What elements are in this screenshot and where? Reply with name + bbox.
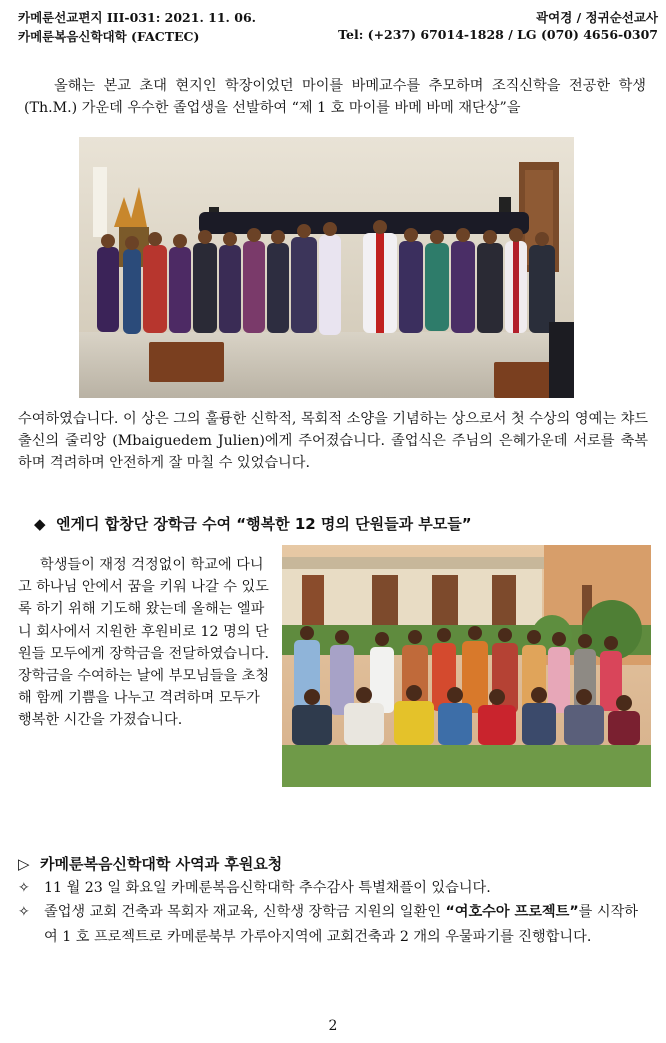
letter-title: 카메룬선교편지 III-031: 2021. 11. 06. — [18, 10, 257, 25]
list-item — [18, 876, 648, 901]
triangle-bullet-icon: ▷ — [18, 855, 30, 873]
choir-scholarship-title: 엔게디 합창단 장학금 수여 “행복한 12 명의 단원들과 부모들” — [56, 515, 472, 533]
ministry-request-title: 카메룬복음신학대학 사역과 후원요청 — [40, 855, 283, 873]
thanksgiving-chapel-notice: 11 월 23 일 화요일 카메룬복음신학대학 추수감사 특별채플이 있습니다. — [44, 880, 491, 896]
graduation-group-photo — [79, 137, 574, 398]
choir-scholarship-heading — [34, 513, 472, 534]
choir-group-photo — [282, 545, 651, 787]
joshua-project-text-start: 졸업생 교회 건축과 목회자 재교육, 신학생 장학금 지원의 일환인 — [44, 904, 446, 920]
list-item — [18, 900, 648, 950]
missionary-names: 곽여경 / 정귀순선교사 — [536, 10, 658, 25]
sparkle-bullet-icon: ✧ — [18, 904, 30, 920]
award-continuation-paragraph: 수여하였습니다. 이 상은 그의 훌륭한 신학적, 목회적 소양을 기념하는 상으로서 첫 수상의 영예는 챠드출신의 줄리앙 (Mbaiguedem Julien)에게 주어졌습니다. 졸업식은 주님의 은혜가운데 서로를 축복하며 격려하며 안전하게 잘 마칠 수 있었습니다. — [18, 411, 648, 471]
joshua-project-name: “여호수아 프로젝트” — [445, 904, 579, 920]
diamond-bullet-icon: ◆ — [34, 515, 46, 533]
award-intro-paragraph: 올해는 본교 초대 현지인 학장이었던 마이를 바메교수를 추모하며 조직신학을 전공한 학생(Th.M.) 가운데 우수한 졸업생을 선발하여 “제 1 호 마이를 바메 바메 재단상”을 — [24, 78, 646, 116]
contact-phone: Tel: (+237) 67014-1828 / LG (070) 4656-0307 — [338, 27, 658, 42]
ministry-request-heading — [18, 853, 282, 874]
sparkle-bullet-icon: ✧ — [18, 880, 30, 896]
choir-scholarship-paragraph: 학생들이 재정 걱정없이 학교에 다니고 하나님 안에서 꿈을 키워 나갈 수 있도록 하기 위해 기도해 왔는데 올해는 엘파니 회사에서 지원한 후원비로 12 명의 단원들 모두에게 장학금을 전달하였습니다. 장학금을 수여하는 날에 부모님들을 초청해 함께 기쁨을 나누고 격려하며 모두가 행복한 시간을 가졌습니다. — [18, 557, 270, 729]
joshua-project-text-end: 를 시작하여 1 호 프로젝트로 카메룬북부 가루아지역에 교회건축과 2 개의 우물파기를 진행합니다. — [44, 904, 639, 945]
page-number: 2 — [328, 1018, 338, 1034]
school-name: 카메룬복음신학대학 (FACTEC) — [18, 29, 200, 44]
